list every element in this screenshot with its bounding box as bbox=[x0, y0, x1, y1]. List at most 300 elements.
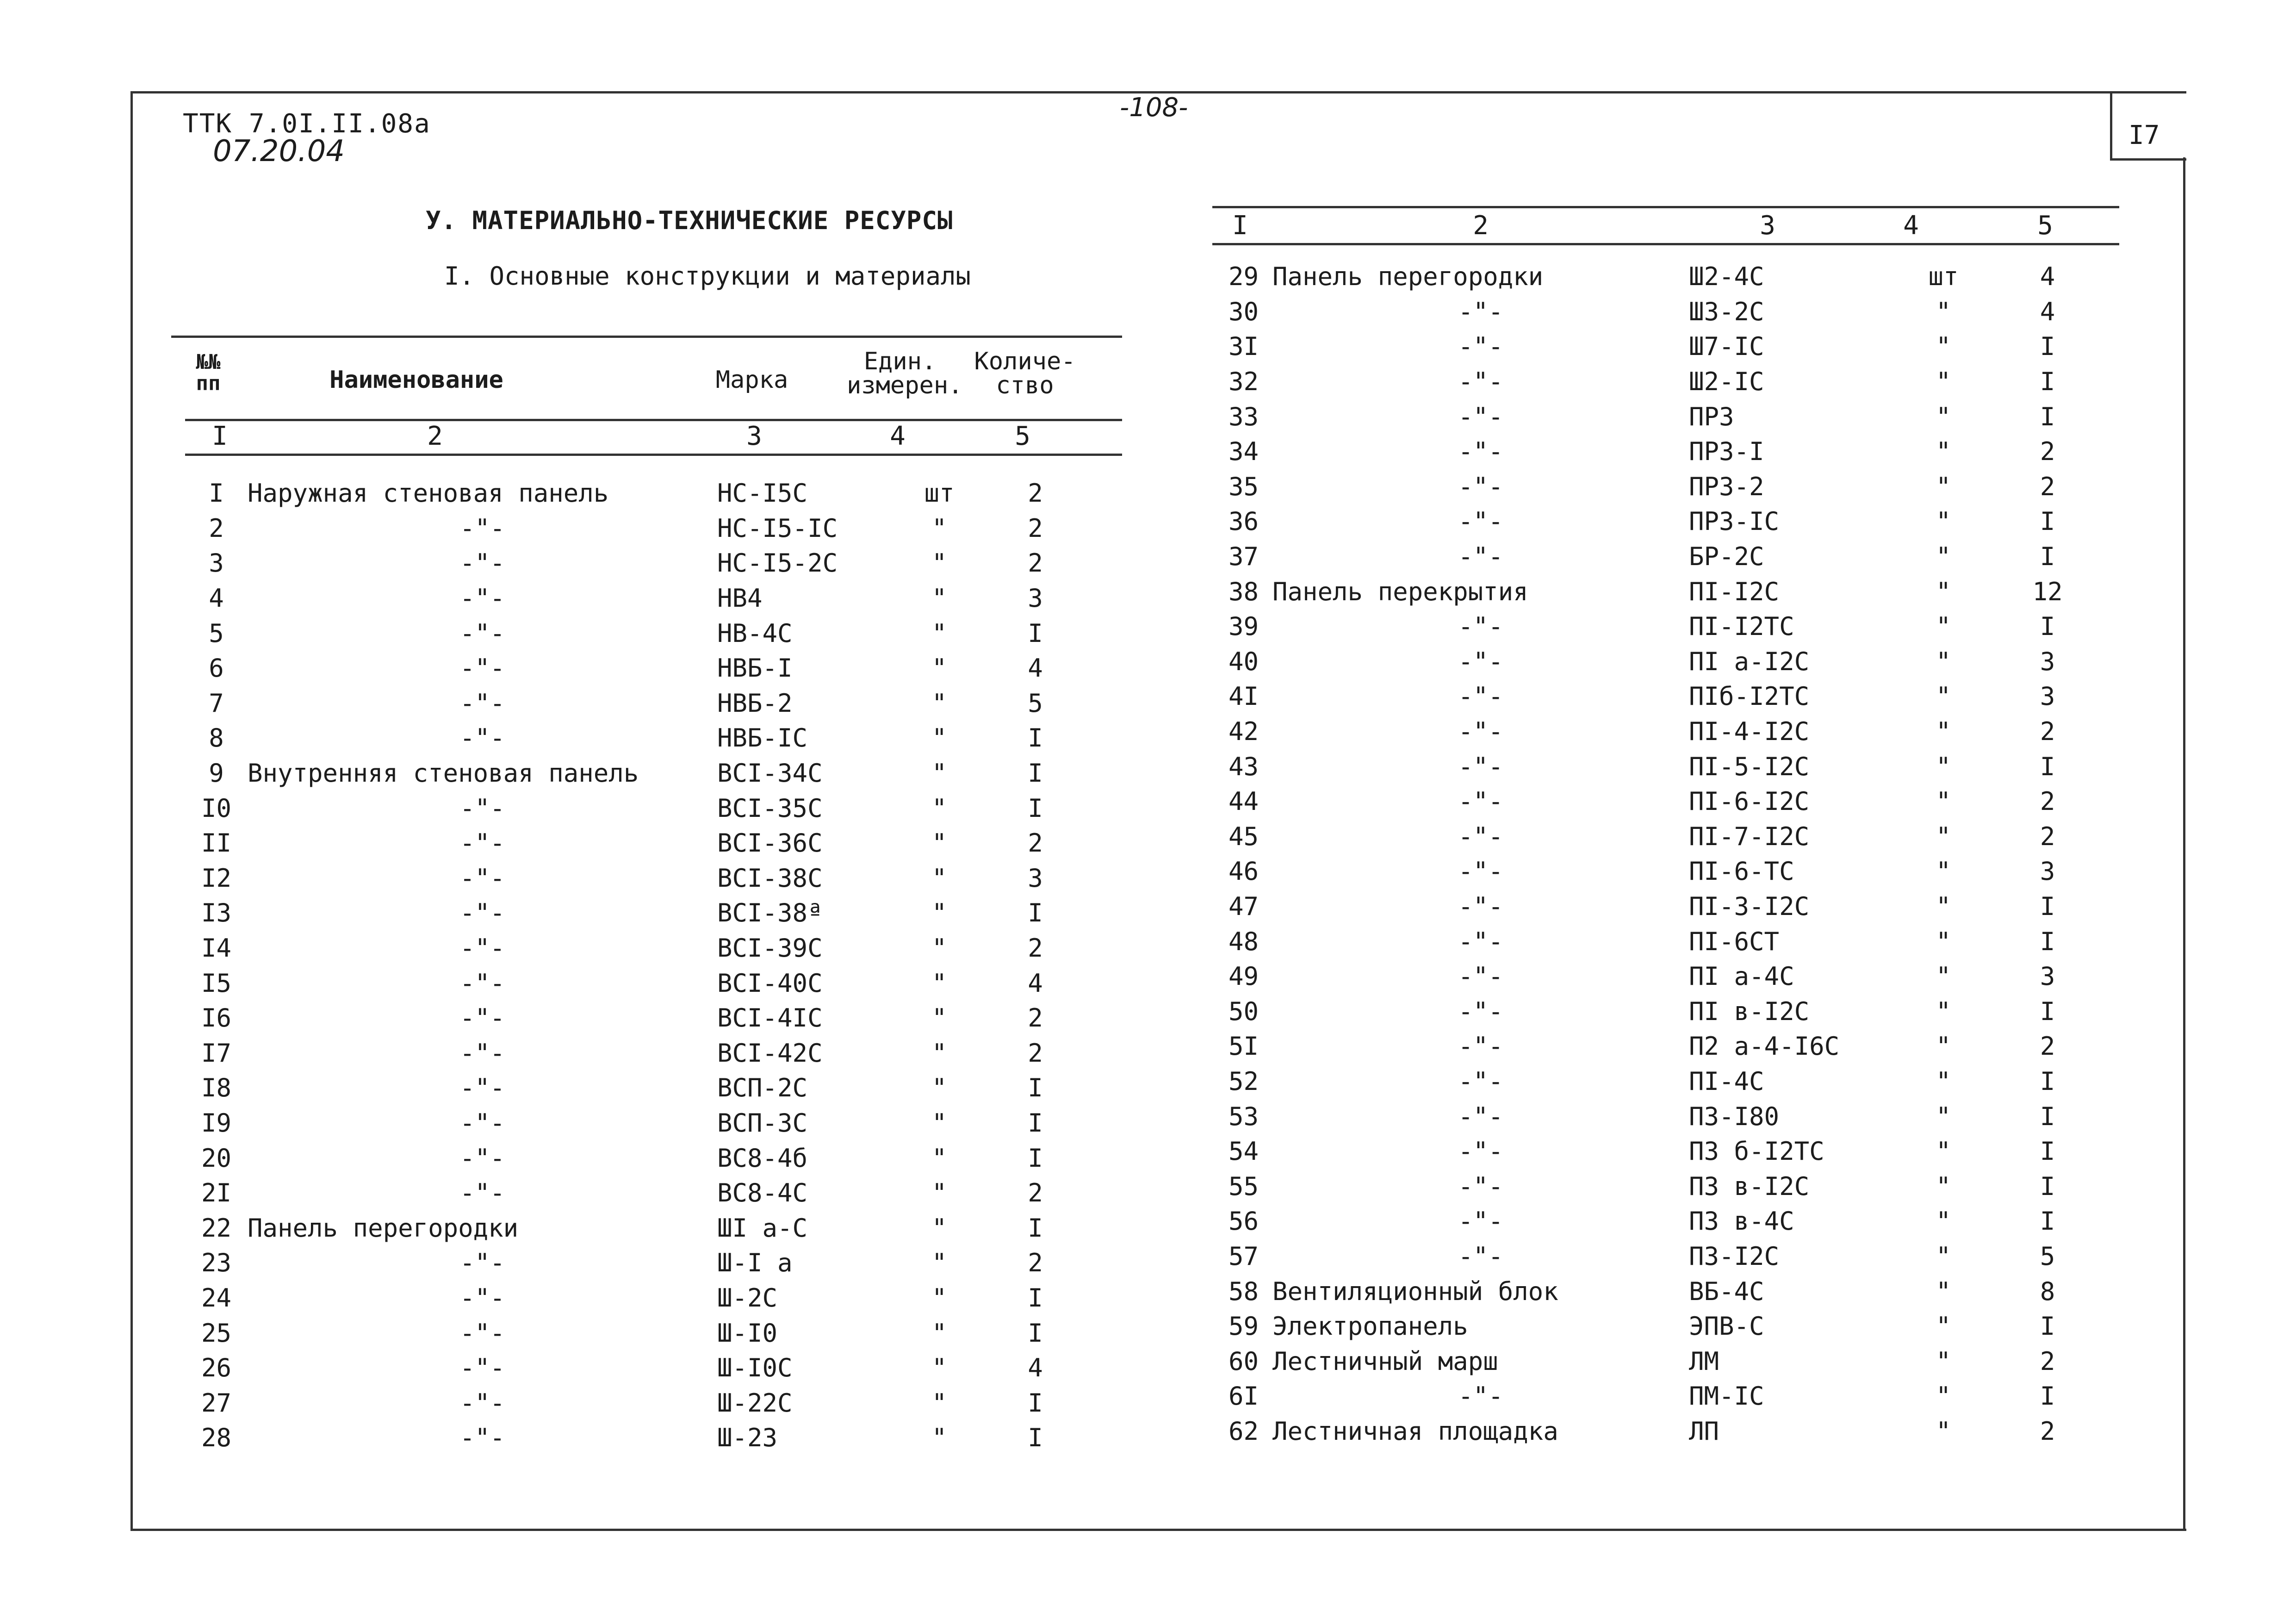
row-number: 49 bbox=[1228, 962, 1259, 991]
row-number: 62 bbox=[1228, 1416, 1259, 1446]
row-number: 58 bbox=[1228, 1276, 1259, 1306]
row-mark: НС-I5С bbox=[717, 479, 808, 508]
row-number: 56 bbox=[1228, 1207, 1259, 1236]
row-number: 50 bbox=[1228, 996, 1259, 1026]
row-mark: П3-I80 bbox=[1689, 1101, 1780, 1131]
row-unit: " bbox=[1936, 996, 1951, 1026]
table-row bbox=[1215, 784, 2108, 819]
row-number: 42 bbox=[1228, 717, 1259, 747]
table-row bbox=[185, 1385, 1083, 1420]
row-name: -"- bbox=[1458, 402, 1503, 431]
row-number: I6 bbox=[201, 1003, 232, 1033]
row-number: 37 bbox=[1228, 542, 1259, 572]
row-number: I0 bbox=[201, 793, 232, 823]
row-name: -"- bbox=[459, 933, 505, 963]
row-unit: " bbox=[931, 793, 947, 823]
row-mark: ВБ-4С bbox=[1689, 1276, 1764, 1306]
row-number: 25 bbox=[201, 1318, 232, 1348]
row-name: -"- bbox=[459, 1178, 505, 1208]
subsection-title: I. Основные конструкции и материалы bbox=[444, 261, 971, 291]
row-number: 8 bbox=[209, 723, 224, 753]
row-mark: ПI а-I2С bbox=[1689, 647, 1810, 676]
row-number: 35 bbox=[1228, 472, 1259, 501]
row-unit: " bbox=[931, 1178, 947, 1208]
row-name: -"- bbox=[1458, 752, 1503, 781]
row-mark: ПР3-IС bbox=[1689, 507, 1780, 536]
row-name: -"- bbox=[1458, 1171, 1503, 1201]
row-mark: ВСI-38С bbox=[717, 863, 823, 893]
row-mark: ПI-6СТ bbox=[1689, 927, 1780, 956]
row-name: -"- bbox=[1458, 857, 1503, 886]
row-quantity: 2 bbox=[1028, 933, 1043, 963]
row-quantity: 5 bbox=[1028, 688, 1043, 718]
row-unit: " bbox=[1936, 1276, 1951, 1306]
row-number: 6 bbox=[209, 653, 224, 683]
row-name: -"- bbox=[1458, 1101, 1503, 1131]
row-number: 46 bbox=[1228, 857, 1259, 886]
row-number: 55 bbox=[1228, 1171, 1259, 1201]
row-number: I bbox=[209, 479, 224, 508]
left-table-top-rule bbox=[171, 336, 1122, 338]
row-unit: " bbox=[1936, 1137, 1951, 1166]
row-mark: ПI-7-I2С bbox=[1689, 821, 1810, 851]
row-number: II bbox=[201, 828, 232, 858]
row-number: I3 bbox=[201, 898, 232, 928]
row-unit: " bbox=[931, 688, 947, 718]
row-mark: ПI-I2ТС bbox=[1689, 612, 1794, 641]
row-unit: " bbox=[931, 723, 947, 753]
row-number: I5 bbox=[201, 968, 232, 998]
row-unit: " bbox=[1936, 1381, 1951, 1411]
row-unit: " bbox=[1936, 1207, 1951, 1236]
row-quantity: I bbox=[2040, 612, 2055, 641]
row-unit: " bbox=[931, 1388, 947, 1418]
row-unit: " bbox=[931, 1353, 947, 1383]
right-colnum-1: I bbox=[1232, 211, 1248, 241]
row-unit: " bbox=[1936, 717, 1951, 747]
row-quantity: I bbox=[2040, 542, 2055, 572]
row-quantity: I bbox=[1028, 1283, 1043, 1313]
row-unit: " bbox=[1936, 1416, 1951, 1446]
table-row bbox=[185, 1315, 1083, 1350]
row-number: I4 bbox=[201, 933, 232, 963]
row-quantity: I bbox=[1028, 793, 1043, 823]
table-row bbox=[185, 1036, 1083, 1071]
row-mark: П3 б-I2ТС bbox=[1689, 1137, 1824, 1166]
row-quantity: I bbox=[2040, 402, 2055, 431]
row-number: 9 bbox=[209, 759, 224, 788]
row-number: 57 bbox=[1228, 1241, 1259, 1271]
right-colnum-3: 3 bbox=[1760, 211, 1775, 241]
table-row bbox=[185, 1210, 1083, 1245]
row-mark: Ш2-IС bbox=[1689, 367, 1764, 397]
header-mark: Марка bbox=[715, 366, 788, 394]
row-quantity: I bbox=[2040, 927, 2055, 956]
row-mark: ЛМ bbox=[1689, 1346, 1719, 1376]
row-name: -"- bbox=[1458, 437, 1503, 467]
table-row bbox=[185, 1245, 1083, 1281]
row-name: -"- bbox=[1458, 1066, 1503, 1096]
row-number: 4 bbox=[209, 584, 224, 613]
row-name: -"- bbox=[459, 1073, 505, 1103]
row-quantity: I bbox=[1028, 1073, 1043, 1103]
table-row bbox=[185, 686, 1083, 721]
row-number: I7 bbox=[201, 1038, 232, 1068]
row-unit: " bbox=[1936, 367, 1951, 397]
table-row bbox=[185, 546, 1083, 581]
row-number: 2I bbox=[201, 1178, 232, 1208]
table-row bbox=[1215, 1344, 2108, 1379]
row-quantity: I bbox=[2040, 1137, 2055, 1166]
row-name: Электропанель bbox=[1272, 1312, 1468, 1341]
left-colnum-5: 5 bbox=[1015, 421, 1030, 451]
row-number: 7 bbox=[209, 688, 224, 718]
row-mark: ПIб-I2ТС bbox=[1689, 682, 1810, 711]
row-number: 45 bbox=[1228, 821, 1259, 851]
table-row bbox=[1215, 959, 2108, 994]
row-quantity: 12 bbox=[2032, 577, 2063, 606]
row-name: -"- bbox=[459, 863, 505, 893]
row-unit: " bbox=[931, 1108, 947, 1138]
row-mark: ПI-6-ТС bbox=[1689, 857, 1794, 886]
table-row bbox=[1215, 994, 2108, 1029]
row-number: 47 bbox=[1228, 891, 1259, 921]
row-mark: ПI-I2С bbox=[1689, 577, 1780, 606]
row-mark: Ш3-2С bbox=[1689, 297, 1764, 326]
sheet-number: I7 bbox=[2128, 120, 2160, 150]
row-quantity: I bbox=[1028, 1423, 1043, 1453]
row-number: 23 bbox=[201, 1248, 232, 1278]
row-number: 39 bbox=[1228, 612, 1259, 641]
row-number: 44 bbox=[1228, 787, 1259, 816]
row-quantity: 2 bbox=[1028, 828, 1043, 858]
row-quantity: I bbox=[1028, 1143, 1043, 1173]
row-name: Наружная стеновая панель bbox=[248, 479, 609, 508]
right-colnum-5: 5 bbox=[2037, 211, 2053, 241]
row-unit: " bbox=[931, 968, 947, 998]
row-unit: " bbox=[1936, 752, 1951, 781]
row-mark: ВСП-3С bbox=[717, 1108, 808, 1138]
row-mark: ШI а-С bbox=[717, 1213, 808, 1243]
row-name: -"- bbox=[1458, 996, 1503, 1026]
row-quantity: I bbox=[2040, 1207, 2055, 1236]
row-mark: ВС8-4С bbox=[717, 1178, 808, 1208]
row-quantity: 4 bbox=[1028, 968, 1043, 998]
row-unit: " bbox=[931, 1073, 947, 1103]
row-name: -"- bbox=[459, 548, 505, 578]
row-unit: " bbox=[1936, 682, 1951, 711]
row-number: 29 bbox=[1228, 262, 1259, 292]
row-quantity: 2 bbox=[1028, 1038, 1043, 1068]
row-unit: " bbox=[931, 828, 947, 858]
row-number: 54 bbox=[1228, 1137, 1259, 1166]
row-name: -"- bbox=[1458, 787, 1503, 816]
page-number: -108- bbox=[1120, 93, 1188, 123]
row-unit: " bbox=[1936, 821, 1951, 851]
row-quantity: I bbox=[2040, 1101, 2055, 1131]
row-name: Лестничный марш bbox=[1272, 1346, 1498, 1376]
frame-bottom-line bbox=[130, 1529, 2186, 1531]
row-quantity: 2 bbox=[1028, 1248, 1043, 1278]
row-number: 6I bbox=[1228, 1381, 1259, 1411]
row-quantity: 3 bbox=[2040, 682, 2055, 711]
row-name: -"- bbox=[1458, 927, 1503, 956]
row-quantity: I bbox=[2040, 1381, 2055, 1411]
right-table-top-rule bbox=[1212, 206, 2119, 208]
table-row bbox=[185, 651, 1083, 686]
table-row bbox=[185, 790, 1083, 826]
row-quantity: I bbox=[2040, 1312, 2055, 1341]
row-number: 52 bbox=[1228, 1066, 1259, 1096]
row-unit: " bbox=[1936, 332, 1951, 361]
row-quantity: 2 bbox=[2040, 717, 2055, 747]
table-row bbox=[185, 896, 1083, 931]
row-number: 48 bbox=[1228, 927, 1259, 956]
row-name: -"- bbox=[459, 1283, 505, 1313]
row-unit: " bbox=[1936, 437, 1951, 467]
row-name: -"- bbox=[1458, 891, 1503, 921]
row-quantity: 2 bbox=[1028, 479, 1043, 508]
row-quantity: 2 bbox=[2040, 787, 2055, 816]
row-number: I2 bbox=[201, 863, 232, 893]
row-name: -"- bbox=[459, 1353, 505, 1383]
row-mark: Ш-I0С bbox=[717, 1353, 793, 1383]
row-unit: " bbox=[931, 1248, 947, 1278]
table-row bbox=[1215, 1204, 2108, 1239]
row-mark: НС-I5-IС bbox=[717, 513, 838, 543]
row-name: -"- bbox=[1458, 682, 1503, 711]
row-mark: Ш-23 bbox=[717, 1423, 778, 1453]
row-name: -"- bbox=[459, 1108, 505, 1138]
row-unit: шт bbox=[924, 479, 955, 508]
row-quantity: 2 bbox=[2040, 472, 2055, 501]
row-quantity: I bbox=[1028, 898, 1043, 928]
row-unit: " bbox=[1936, 891, 1951, 921]
row-quantity: I bbox=[2040, 891, 2055, 921]
table-row bbox=[1215, 1239, 2108, 1274]
left-header-rule bbox=[185, 419, 1122, 421]
row-quantity: 3 bbox=[1028, 584, 1043, 613]
right-colnum-rule bbox=[1212, 243, 2119, 245]
row-unit: " bbox=[1936, 962, 1951, 991]
table-row bbox=[185, 1140, 1083, 1176]
row-quantity: 4 bbox=[1028, 1353, 1043, 1383]
row-quantity: 4 bbox=[1028, 653, 1043, 683]
row-name: -"- bbox=[1458, 1241, 1503, 1271]
row-quantity: 4 bbox=[2040, 262, 2055, 292]
row-mark: ПМ-IС bbox=[1689, 1381, 1764, 1411]
row-mark: П3-I2С bbox=[1689, 1241, 1780, 1271]
row-number: I8 bbox=[201, 1073, 232, 1103]
row-name: -"- bbox=[459, 584, 505, 613]
row-number: 20 bbox=[201, 1143, 232, 1173]
row-name: Лестничная площадка bbox=[1272, 1416, 1558, 1446]
row-name: Вентиляционный блок bbox=[1272, 1276, 1558, 1306]
row-number: 53 bbox=[1228, 1101, 1259, 1131]
row-name: Панель перегородки bbox=[248, 1213, 519, 1243]
row-quantity: I bbox=[1028, 1388, 1043, 1418]
row-mark: НВ4 bbox=[717, 584, 763, 613]
table-row bbox=[1215, 574, 2108, 609]
row-number: 60 bbox=[1228, 1346, 1259, 1376]
table-row bbox=[185, 1176, 1083, 1211]
row-mark: ЛП bbox=[1689, 1416, 1719, 1446]
table-row bbox=[1215, 1064, 2108, 1099]
row-name: Панель перегородки bbox=[1272, 262, 1544, 292]
row-quantity: 3 bbox=[2040, 647, 2055, 676]
row-unit: " bbox=[1936, 542, 1951, 572]
row-mark: ВСI-4IС bbox=[717, 1003, 823, 1033]
row-mark: БР-2С bbox=[1689, 542, 1764, 572]
row-mark: НВБ-2 bbox=[717, 688, 793, 718]
row-mark: ЭПВ-С bbox=[1689, 1312, 1764, 1341]
table-row bbox=[1215, 1029, 2108, 1064]
table-row bbox=[1215, 539, 2108, 574]
row-number: 3 bbox=[209, 548, 224, 578]
row-quantity: 2 bbox=[2040, 437, 2055, 467]
row-name: -"- bbox=[1458, 367, 1503, 397]
row-unit: " bbox=[1936, 507, 1951, 536]
row-number: 3I bbox=[1228, 332, 1259, 361]
row-unit: " bbox=[931, 653, 947, 683]
left-colnum-rule bbox=[185, 454, 1122, 456]
row-mark: ПР3 bbox=[1689, 402, 1734, 431]
row-mark: Ш2-4С bbox=[1689, 262, 1764, 292]
table-row bbox=[185, 1281, 1083, 1316]
row-name: Внутренняя стеновая панель bbox=[248, 759, 639, 788]
header-no: №№ пп bbox=[196, 350, 221, 395]
row-unit: " bbox=[931, 1423, 947, 1453]
table-row bbox=[1215, 329, 2108, 364]
right-colnum-2: 2 bbox=[1473, 211, 1489, 241]
row-unit: " bbox=[931, 1003, 947, 1033]
row-mark: ПР3-I bbox=[1689, 437, 1764, 467]
row-number: 24 bbox=[201, 1283, 232, 1313]
header-unit: Един. измерен. bbox=[847, 348, 963, 399]
table-row bbox=[1215, 749, 2108, 784]
section-title: У. МАТЕРИАЛЬНО-ТЕХНИЧЕСКИЕ РЕСУРСЫ bbox=[426, 206, 953, 235]
row-name: -"- bbox=[1458, 647, 1503, 676]
row-quantity: 2 bbox=[2040, 821, 2055, 851]
row-unit: " bbox=[931, 863, 947, 893]
row-unit: " bbox=[1936, 857, 1951, 886]
row-number: 30 bbox=[1228, 297, 1259, 326]
row-number: 22 bbox=[201, 1213, 232, 1243]
row-mark: НВ-4С bbox=[717, 618, 793, 648]
table-row bbox=[185, 1070, 1083, 1106]
row-number: 43 bbox=[1228, 752, 1259, 781]
row-mark: ВСI-35С bbox=[717, 793, 823, 823]
row-mark: ВС8-4б bbox=[717, 1143, 808, 1173]
frame-right-line bbox=[2183, 157, 2185, 1529]
row-name: -"- bbox=[1458, 962, 1503, 991]
table-row bbox=[1215, 819, 2108, 854]
row-mark: ПР3-2 bbox=[1689, 472, 1764, 501]
document-code: ТТК 7.0I.II.08а bbox=[183, 109, 431, 139]
row-quantity: 3 bbox=[1028, 863, 1043, 893]
row-unit: " bbox=[931, 933, 947, 963]
row-quantity: I bbox=[2040, 1171, 2055, 1201]
row-unit: " bbox=[931, 618, 947, 648]
table-row bbox=[1215, 364, 2108, 399]
row-name: -"- bbox=[459, 828, 505, 858]
row-quantity: 2 bbox=[1028, 548, 1043, 578]
row-mark: ПI-5-I2С bbox=[1689, 752, 1810, 781]
row-name: -"- bbox=[459, 723, 505, 753]
table-row bbox=[185, 1106, 1083, 1141]
table-row bbox=[1215, 1274, 2108, 1309]
row-number: I9 bbox=[201, 1108, 232, 1138]
row-number: 26 bbox=[201, 1353, 232, 1383]
row-number: 40 bbox=[1228, 647, 1259, 676]
row-quantity: 2 bbox=[2040, 1416, 2055, 1446]
table-row bbox=[185, 476, 1083, 511]
row-name: -"- bbox=[459, 1038, 505, 1068]
row-mark: ПI в-I2С bbox=[1689, 996, 1810, 1026]
table-row bbox=[1215, 1169, 2108, 1204]
row-unit: " bbox=[931, 1318, 947, 1348]
row-name: -"- bbox=[1458, 1207, 1503, 1236]
table-row bbox=[1215, 469, 2108, 504]
row-unit: " bbox=[931, 548, 947, 578]
row-mark: ВСI-34С bbox=[717, 759, 823, 788]
row-name: -"- bbox=[459, 513, 505, 543]
row-unit: шт bbox=[1928, 262, 1959, 292]
table-row bbox=[185, 1001, 1083, 1036]
row-unit: " bbox=[1936, 1346, 1951, 1376]
row-quantity: 3 bbox=[2040, 857, 2055, 886]
table-row bbox=[185, 861, 1083, 896]
row-unit: " bbox=[931, 1143, 947, 1173]
table-row bbox=[1215, 854, 2108, 889]
row-mark: НС-I5-2С bbox=[717, 548, 838, 578]
row-name: -"- bbox=[1458, 1032, 1503, 1061]
row-name: -"- bbox=[459, 688, 505, 718]
header-qty: Количе- ство bbox=[974, 348, 1076, 399]
left-table-rows bbox=[185, 476, 1083, 1456]
row-unit: " bbox=[1936, 787, 1951, 816]
table-row bbox=[1215, 714, 2108, 749]
row-unit: " bbox=[1936, 1101, 1951, 1131]
row-quantity: 2 bbox=[2040, 1346, 2055, 1376]
table-row bbox=[1215, 1134, 2108, 1169]
table-row bbox=[185, 511, 1083, 546]
row-mark: Ш-I0 bbox=[717, 1318, 778, 1348]
table-row bbox=[1215, 1309, 2108, 1344]
table-row bbox=[185, 756, 1083, 791]
table-row bbox=[185, 721, 1083, 756]
row-quantity: I bbox=[1028, 1108, 1043, 1138]
row-unit: " bbox=[1936, 1066, 1951, 1096]
row-name: -"- bbox=[1458, 542, 1503, 572]
row-number: 2 bbox=[209, 513, 224, 543]
row-quantity: 2 bbox=[1028, 1178, 1043, 1208]
row-quantity: I bbox=[2040, 752, 2055, 781]
row-mark: П2 а-4-I6С bbox=[1689, 1032, 1840, 1061]
row-number: 33 bbox=[1228, 402, 1259, 431]
table-row bbox=[1215, 294, 2108, 330]
row-unit: " bbox=[931, 1283, 947, 1313]
row-name: -"- bbox=[1458, 332, 1503, 361]
row-quantity: 8 bbox=[2040, 1276, 2055, 1306]
row-unit: " bbox=[1936, 577, 1951, 606]
row-mark: НВБ-IС bbox=[717, 723, 808, 753]
row-number: 59 bbox=[1228, 1312, 1259, 1341]
table-row bbox=[185, 1420, 1083, 1456]
table-row bbox=[1215, 504, 2108, 539]
row-mark: ВСI-36С bbox=[717, 828, 823, 858]
row-mark: ВСI-38ª bbox=[717, 898, 823, 928]
